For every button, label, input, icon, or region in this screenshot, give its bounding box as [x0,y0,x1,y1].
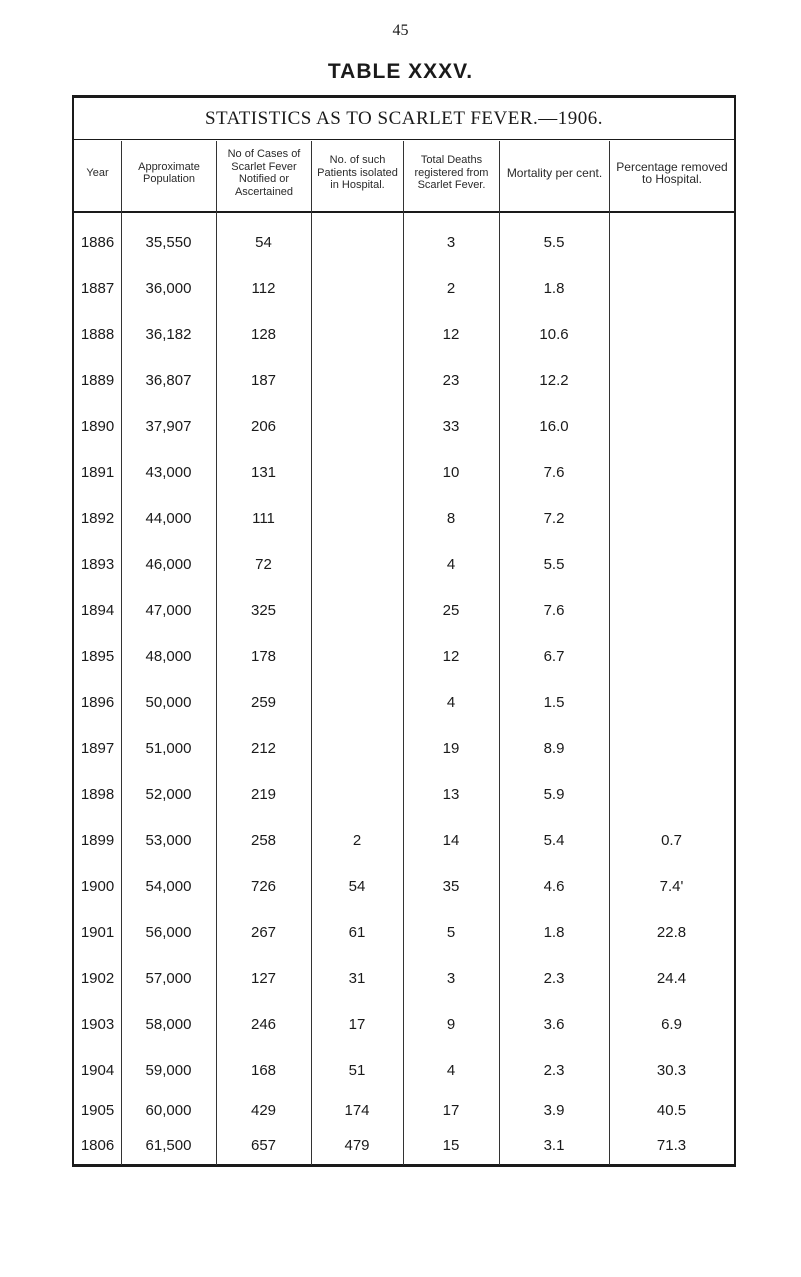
year-cell: 1902 [80,970,115,987]
population-cell: 61,500 [145,1137,192,1154]
cases-cell: 72 [255,556,272,573]
deaths-cell: 14 [442,832,460,849]
population-cell: 60,000 [145,1102,192,1119]
isolated-cell [311,593,403,629]
table-row [74,593,734,629]
population-cell: 43,000 [145,464,192,481]
isolated-cell [311,547,403,583]
header-isolated: No. of such Patients isolated in Hospital. [317,154,398,192]
mortality-cell: 5.5 [543,556,565,573]
table-row [74,869,734,905]
table-row [74,685,734,721]
percentage-cell [609,593,734,629]
year-cell: 1896 [80,694,115,711]
cases-cell: 726 [250,878,277,895]
cases-cell: 657 [250,1137,277,1154]
mortality-cell: 2.3 [543,970,565,987]
cases-cell: 168 [250,1062,277,1079]
population-cell: 54,000 [145,878,192,895]
cases-cell: 54 [255,234,272,251]
percentage-cell [609,409,734,445]
isolated-cell: 17 [348,1016,366,1033]
year-cell: 1904 [80,1062,115,1079]
mortality-cell: 2.3 [543,1062,565,1079]
table-row [74,317,734,353]
percentage-cell: 7.4' [659,878,684,895]
mortality-cell: 1.5 [543,694,565,711]
population-cell: 36,182 [145,326,192,343]
percentage-cell [609,777,734,813]
percentage-cell [609,547,734,583]
deaths-cell: 12 [442,648,460,665]
population-cell: 46,000 [145,556,192,573]
table-row [74,501,734,537]
header-deaths: Total Deaths registered from Scarlet Fever. [414,154,489,192]
header-percentage: Percentage removed to Hospital. [616,159,728,186]
cases-cell: 429 [250,1102,277,1119]
mortality-cell: 7.6 [543,602,565,619]
isolated-cell: 31 [348,970,366,987]
isolated-cell [311,225,403,261]
percentage-cell: 6.9 [661,1016,682,1033]
mortality-cell: 1.8 [543,924,565,941]
deaths-cell: 13 [442,786,460,803]
population-cell: 37,907 [145,418,192,435]
deaths-cell: 4 [446,1062,456,1079]
header-year: Year [86,166,109,179]
table-row [74,547,734,583]
population-cell: 47,000 [145,602,192,619]
mortality-cell: 7.6 [543,464,565,481]
year-cell: 1895 [80,648,115,665]
isolated-cell [311,271,403,307]
table-row [74,915,734,951]
percentage-cell: 24.4 [656,970,687,987]
percentage-cell: 40.5 [656,1102,687,1119]
isolated-cell: 51 [348,1062,366,1079]
table-row [74,1053,734,1089]
header-population: Approximate Population [138,160,200,185]
year-cell: 1888 [80,326,115,343]
year-cell: 1889 [80,372,115,389]
population-cell: 51,000 [145,740,192,757]
header-rule [74,211,734,213]
mortality-cell: 10.6 [539,326,569,343]
isolated-cell [311,409,403,445]
population-cell: 48,000 [145,648,192,665]
table-row [74,1093,734,1129]
population-cell: 50,000 [145,694,192,711]
table-row [74,777,734,813]
table-row [74,225,734,261]
cases-cell: 127 [250,970,277,987]
isolated-cell [311,317,403,353]
cases-cell: 112 [251,280,276,297]
cases-cell: 206 [250,418,277,435]
percentage-cell [609,363,734,399]
percentage-cell [609,317,734,353]
population-cell: 57,000 [145,970,192,987]
population-cell: 52,000 [145,786,192,803]
isolated-cell [311,777,403,813]
table-title: TABLE XXXV. [327,60,474,83]
mortality-cell: 3.1 [543,1137,565,1154]
table-heading: STATISTICS AS TO SCARLET FEVER.—1906. [204,108,604,129]
mortality-cell: 5.5 [543,234,565,251]
year-cell: 1905 [80,1102,115,1119]
percentage-cell [609,501,734,537]
cases-cell: 178 [250,648,277,665]
deaths-cell: 8 [446,510,456,527]
year-cell: 1887 [80,280,115,297]
header-cases: No of Cases of Scarlet Fever Notified or Ascertained [227,148,301,198]
isolated-cell: 61 [348,924,366,941]
isolated-cell [311,455,403,491]
table-row [74,271,734,307]
population-cell: 58,000 [145,1016,192,1033]
cases-cell: 131 [250,464,277,481]
deaths-cell: 15 [442,1137,460,1154]
isolated-cell [311,685,403,721]
deaths-cell: 12 [442,326,460,343]
population-cell: 59,000 [145,1062,192,1079]
population-cell: 36,000 [145,280,192,297]
cases-cell: 187 [250,372,277,389]
percentage-cell: 30.3 [656,1062,687,1079]
population-cell: 44,000 [145,510,192,527]
year-cell: 1886 [80,234,115,251]
table-row [74,639,734,675]
deaths-cell: 4 [446,556,456,573]
table-row [74,409,734,445]
table-row [74,961,734,997]
isolated-cell: 479 [344,1137,370,1154]
year-cell: 1903 [80,1016,115,1033]
deaths-cell: 10 [442,464,460,481]
page-number: 45 [392,22,409,39]
mortality-cell: 7.2 [543,510,565,527]
deaths-cell: 33 [442,418,460,435]
percentage-cell [609,639,734,675]
percentage-cell [609,225,734,261]
mortality-cell: 5.4 [543,832,565,849]
mortality-cell: 16.0 [539,418,569,435]
mortality-cell: 8.9 [543,740,565,757]
deaths-cell: 2 [446,280,456,297]
mortality-cell: 3.6 [543,1016,565,1033]
isolated-cell [311,731,403,767]
population-cell: 56,000 [145,924,192,941]
year-cell: 1892 [80,510,115,527]
year-cell: 1893 [80,556,115,573]
population-cell: 36,807 [145,372,192,389]
table-row [74,823,734,859]
population-cell: 35,550 [145,234,192,251]
year-cell: 1890 [80,418,115,435]
deaths-cell: 35 [442,878,460,895]
cases-cell: 128 [250,326,277,343]
table-row [74,363,734,399]
population-cell: 53,000 [145,832,192,849]
cases-cell: 325 [250,602,277,619]
deaths-cell: 19 [442,740,460,757]
cases-cell: 267 [250,924,277,941]
isolated-cell [311,363,403,399]
year-cell: 1806 [80,1137,115,1154]
isolated-cell: 54 [348,878,366,895]
isolated-cell [311,639,403,675]
year-cell: 1894 [80,602,115,619]
cases-cell: 246 [250,1016,277,1033]
deaths-cell: 17 [442,1102,460,1119]
percentage-cell [609,685,734,721]
year-cell: 1900 [80,878,115,895]
table-row [74,455,734,491]
cases-cell: 111 [252,510,275,527]
mortality-cell: 6.7 [543,648,565,665]
isolated-cell: 2 [352,832,362,849]
deaths-cell: 9 [446,1016,456,1033]
mortality-cell: 3.9 [543,1102,565,1119]
table-row [74,1007,734,1043]
deaths-cell: 4 [446,694,456,711]
percentage-cell [609,271,734,307]
percentage-cell [609,731,734,767]
isolated-cell: 174 [344,1102,370,1119]
year-cell: 1898 [80,786,115,803]
cases-cell: 212 [250,740,277,757]
deaths-cell: 25 [442,602,460,619]
table-row [74,731,734,767]
year-cell: 1899 [80,832,115,849]
deaths-cell: 5 [446,924,456,941]
deaths-cell: 3 [446,970,456,987]
isolated-cell [311,501,403,537]
percentage-cell: 71.3 [656,1137,687,1154]
percentage-cell: 22.8 [656,924,687,941]
percentage-cell [609,455,734,491]
mortality-cell: 5.9 [543,786,565,803]
cases-cell: 258 [250,832,277,849]
year-cell: 1901 [80,924,115,941]
deaths-cell: 3 [446,234,456,251]
cases-cell: 219 [250,786,277,803]
mortality-cell: 1.8 [543,280,565,297]
percentage-cell: 0.7 [661,832,682,849]
mortality-cell: 12.2 [539,372,569,389]
header-mortality: Mortality per cent. [506,165,603,180]
table-row [74,1128,734,1164]
cases-cell: 259 [250,694,277,711]
deaths-cell: 23 [442,372,460,389]
year-cell: 1891 [80,464,115,481]
year-cell: 1897 [80,740,115,757]
mortality-cell: 4.6 [543,878,565,895]
